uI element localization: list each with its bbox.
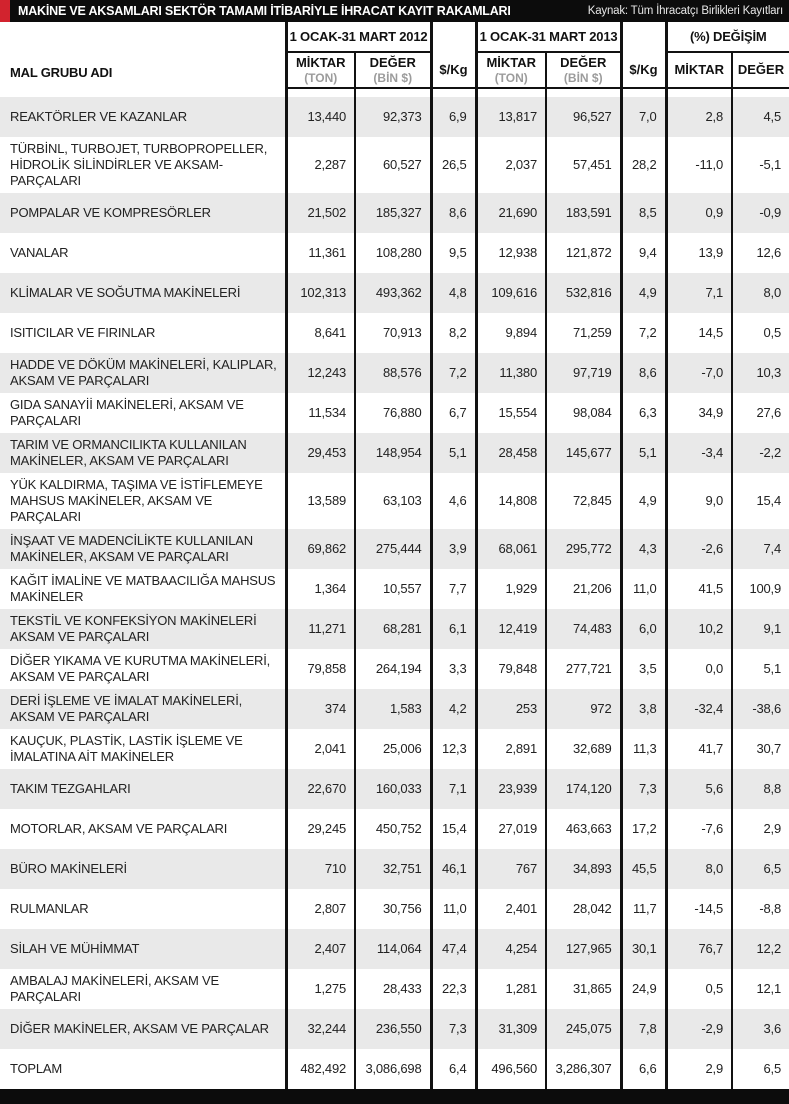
value-cell: 767 <box>476 849 546 889</box>
value-unit-label: (BİN $) <box>373 70 413 85</box>
value-cell: -11,0 <box>666 137 732 193</box>
value-cell: 710 <box>286 849 355 889</box>
value-cell: 63,103 <box>355 473 431 529</box>
table-row <box>0 193 789 233</box>
value-cell: -3,4 <box>666 433 732 473</box>
value-cell: 972 <box>546 689 621 729</box>
value-cell: 27,019 <box>476 809 546 849</box>
value-cell: 30,756 <box>355 889 431 929</box>
value-cell: -0,9 <box>732 193 789 233</box>
value-cell: 11,0 <box>431 889 476 929</box>
value-cell: 7,3 <box>621 769 666 809</box>
table-row <box>0 393 789 433</box>
value-cell: 2,9 <box>732 809 789 849</box>
product-name-cell: DİĞER YIKAMA VE KURUTMA MAKİNELERİ, AKSAM VE PARÇALARI <box>10 653 271 684</box>
value-cell: 8,0 <box>666 849 732 889</box>
value-cell: 34,893 <box>546 849 621 889</box>
table-row <box>0 969 789 1009</box>
value-cell: 31,865 <box>546 969 621 1009</box>
value-cell: 24,9 <box>621 969 666 1009</box>
value-cell: 0,9 <box>666 193 732 233</box>
value-cell: 69,862 <box>286 529 355 569</box>
value-cell: 4,254 <box>476 929 546 969</box>
table-row <box>0 233 789 273</box>
column-header-qty-2012 <box>286 52 355 88</box>
value-cell: 28,458 <box>476 433 546 473</box>
value-cell: 9,5 <box>431 233 476 273</box>
value-cell: 2,8 <box>666 97 732 137</box>
value-cell: 1,929 <box>476 569 546 609</box>
column-group-2012: 1 OCAK-31 MART 2012 <box>286 22 431 52</box>
value-cell: 4,5 <box>732 97 789 137</box>
table-row <box>0 929 789 969</box>
value-cell: 29,453 <box>286 433 355 473</box>
value-cell: 13,589 <box>286 473 355 529</box>
value-cell: 7,7 <box>431 569 476 609</box>
value-cell: 9,0 <box>666 473 732 529</box>
value-cell: 275,444 <box>355 529 431 569</box>
value-cell: 32,689 <box>546 729 621 769</box>
value-cell: -5,1 <box>732 137 789 193</box>
value-cell: 0,5 <box>732 313 789 353</box>
product-name-cell: RULMANLAR <box>10 901 89 916</box>
value-cell: 2,891 <box>476 729 546 769</box>
value-cell: 8,8 <box>732 769 789 809</box>
value-cell: 13,817 <box>476 97 546 137</box>
value-cell: 3,286,307 <box>546 1049 621 1089</box>
product-name-cell: AMBALAJ MAKİNELERİ, AKSAM VE PARÇALARI <box>10 973 219 1004</box>
value-cell: 15,554 <box>476 393 546 433</box>
table-row <box>0 689 789 729</box>
value-cell: 4,3 <box>621 529 666 569</box>
product-name-cell: DERİ İŞLEME VE İMALAT MAKİNELERİ, AKSAM VE PARÇALARI <box>10 693 243 724</box>
value-cell: 109,616 <box>476 273 546 313</box>
value-cell: 57,451 <box>546 137 621 193</box>
value-cell: 76,880 <box>355 393 431 433</box>
product-name-cell: SİLAH VE MÜHİMMAT <box>10 941 140 956</box>
value-cell: 102,313 <box>286 273 355 313</box>
value-cell: 374 <box>286 689 355 729</box>
value-cell: 6,3 <box>621 393 666 433</box>
value-cell: -2,6 <box>666 529 732 569</box>
red-accent-bar <box>0 0 10 22</box>
value-cell: 11,3 <box>621 729 666 769</box>
header-spacer <box>0 88 789 97</box>
value-cell: 68,061 <box>476 529 546 569</box>
value-cell: 1,364 <box>286 569 355 609</box>
value-cell: 41,7 <box>666 729 732 769</box>
value-cell: 4,2 <box>431 689 476 729</box>
value-cell: 145,677 <box>546 433 621 473</box>
value-cell: 45,5 <box>621 849 666 889</box>
value-cell: 3,6 <box>732 1009 789 1049</box>
value-cell: 7,1 <box>666 273 732 313</box>
value-cell: 47,4 <box>431 929 476 969</box>
value-cell: 79,858 <box>286 649 355 689</box>
table-row <box>0 1009 789 1049</box>
value-cell: 5,6 <box>666 769 732 809</box>
value-cell: 463,663 <box>546 809 621 849</box>
value-cell: 12,1 <box>732 969 789 1009</box>
value-cell: 236,550 <box>355 1009 431 1049</box>
table-row <box>0 273 789 313</box>
value-cell: 12,243 <box>286 353 355 393</box>
value-cell: 17,2 <box>621 809 666 849</box>
value-cell: 253 <box>476 689 546 729</box>
value-cell: 12,3 <box>431 729 476 769</box>
product-name-cell: MOTORLAR, AKSAM VE PARÇALARI <box>10 821 228 836</box>
value-cell: 160,033 <box>355 769 431 809</box>
table-row <box>0 769 789 809</box>
value-cell: 21,690 <box>476 193 546 233</box>
value-cell: 6,6 <box>621 1049 666 1089</box>
value-cell: -14,5 <box>666 889 732 929</box>
value-cell: 14,5 <box>666 313 732 353</box>
value-cell: 9,894 <box>476 313 546 353</box>
value-cell: 532,816 <box>546 273 621 313</box>
value-cell: 32,244 <box>286 1009 355 1049</box>
product-name-cell: HADDE VE DÖKÜM MAKİNELERİ, KALIPLAR, AKSAM VE PARÇALARI <box>10 357 277 388</box>
value-cell: 14,808 <box>476 473 546 529</box>
value-cell: 496,560 <box>476 1049 546 1089</box>
value-cell: 108,280 <box>355 233 431 273</box>
source-note: Kaynak: Tüm İhracatçı Birlikleri Kayıtları <box>587 5 783 17</box>
value-cell: 6,1 <box>431 609 476 649</box>
value-cell: 46,1 <box>431 849 476 889</box>
value-label: DEĞER <box>560 54 607 70</box>
table-row <box>0 529 789 569</box>
value-cell: 70,913 <box>355 313 431 353</box>
value-cell: -32,4 <box>666 689 732 729</box>
value-cell: 13,440 <box>286 97 355 137</box>
table-row <box>0 313 789 353</box>
value-cell: 493,362 <box>355 273 431 313</box>
value-cell: 6,7 <box>431 393 476 433</box>
value-cell: 8,641 <box>286 313 355 353</box>
value-cell: 34,9 <box>666 393 732 433</box>
value-cell: 8,2 <box>431 313 476 353</box>
page-title: MAKİNE VE AKSAMLARI SEKTÖR TAMAMI İTİBARİYLE İHRACAT KAYIT RAKAMLARI <box>18 4 511 18</box>
value-cell: 28,433 <box>355 969 431 1009</box>
value-cell: 127,965 <box>546 929 621 969</box>
value-cell: 74,483 <box>546 609 621 649</box>
product-name-cell: ISITICILAR VE FIRINLAR <box>10 325 156 340</box>
product-name-cell: POMPALAR VE KOMPRESÖRLER <box>10 205 211 220</box>
value-cell: 31,309 <box>476 1009 546 1049</box>
value-cell: 12,6 <box>732 233 789 273</box>
value-cell: 11,271 <box>286 609 355 649</box>
value-cell: 21,502 <box>286 193 355 233</box>
value-cell: 3,9 <box>431 529 476 569</box>
value-label: DEĞER <box>369 54 416 70</box>
value-cell: 15,4 <box>732 473 789 529</box>
column-header-product-name: MAL GRUBU ADI <box>0 22 286 88</box>
value-cell: 10,3 <box>732 353 789 393</box>
product-name-cell: BÜRO MAKİNELERİ <box>10 861 127 876</box>
value-cell: 7,0 <box>621 97 666 137</box>
value-cell: 7,4 <box>732 529 789 569</box>
value-cell: 7,1 <box>431 769 476 809</box>
value-cell: 277,721 <box>546 649 621 689</box>
product-name-cell: GIDA SANAYİİ MAKİNELERİ, AKSAM VE PARÇALARI <box>10 397 244 428</box>
value-cell: 79,848 <box>476 649 546 689</box>
value-cell: 4,9 <box>621 473 666 529</box>
value-cell: 28,042 <box>546 889 621 929</box>
value-cell: 6,5 <box>732 1049 789 1089</box>
column-header-perkg-2013: $/Kg <box>621 22 666 88</box>
value-cell: 22,3 <box>431 969 476 1009</box>
product-name-cell: DİĞER MAKİNELER, AKSAM VE PARÇALAR <box>10 1021 269 1036</box>
value-cell: 121,872 <box>546 233 621 273</box>
value-cell: 7,2 <box>621 313 666 353</box>
table-row <box>0 97 789 137</box>
value-cell: 12,938 <box>476 233 546 273</box>
table-row <box>0 137 789 193</box>
product-name-cell: KAĞIT İMALİNE VE MATBAACILIĞA MAHSUS MAKİNELER <box>10 573 276 604</box>
value-cell: -2,9 <box>666 1009 732 1049</box>
value-cell: 10,2 <box>666 609 732 649</box>
value-cell: 23,939 <box>476 769 546 809</box>
value-cell: 0,5 <box>666 969 732 1009</box>
table-row <box>0 353 789 393</box>
value-cell: 29,245 <box>286 809 355 849</box>
table-row <box>0 729 789 769</box>
value-cell: -7,6 <box>666 809 732 849</box>
value-cell: 185,327 <box>355 193 431 233</box>
value-cell: 11,7 <box>621 889 666 929</box>
product-name-cell: TOPLAM <box>10 1061 63 1076</box>
qty-label: MİKTAR <box>486 54 537 70</box>
total-row <box>0 1049 789 1089</box>
table-row <box>0 473 789 529</box>
value-cell: 4,8 <box>431 273 476 313</box>
value-cell: 27,6 <box>732 393 789 433</box>
column-group-change: (%) DEĞİŞİM <box>666 22 789 52</box>
value-cell: 5,1 <box>732 649 789 689</box>
value-cell: 5,1 <box>431 433 476 473</box>
value-cell: 68,281 <box>355 609 431 649</box>
value-cell: 1,275 <box>286 969 355 1009</box>
value-cell: 32,751 <box>355 849 431 889</box>
value-cell: 450,752 <box>355 809 431 849</box>
column-header-value-2012 <box>355 52 431 88</box>
value-cell: 7,3 <box>431 1009 476 1049</box>
product-name-cell: REAKTÖRLER VE KAZANLAR <box>10 109 187 124</box>
table-row <box>0 889 789 929</box>
value-cell: 4,9 <box>621 273 666 313</box>
value-cell: 1,281 <box>476 969 546 1009</box>
value-cell: 4,6 <box>431 473 476 529</box>
value-cell: 12,2 <box>732 929 789 969</box>
value-cell: 13,9 <box>666 233 732 273</box>
value-cell: 25,006 <box>355 729 431 769</box>
qty-unit-label: (TON) <box>304 70 338 85</box>
table-row <box>0 649 789 689</box>
table-header <box>0 22 789 97</box>
value-cell: 2,401 <box>476 889 546 929</box>
column-header-qty-2013 <box>476 52 546 88</box>
value-cell: 72,845 <box>546 473 621 529</box>
value-cell: 264,194 <box>355 649 431 689</box>
product-name-cell: TÜRBİNL, TURBOJET, TURBOPROPELLER, HİDROLİK SİLİNDİRLER VE AKSAM-PARÇALARI <box>10 141 268 188</box>
value-cell: 8,5 <box>621 193 666 233</box>
qty-label: MİKTAR <box>295 54 346 70</box>
value-cell: 2,807 <box>286 889 355 929</box>
value-cell: 6,9 <box>431 97 476 137</box>
value-cell: 295,772 <box>546 529 621 569</box>
product-name-cell: İNŞAAT VE MADENCİLİKTE KULLANILAN MAKİNELER, AKSAM VE PARÇALARI <box>10 533 253 564</box>
table-row <box>0 433 789 473</box>
column-header-value-2013 <box>546 52 621 88</box>
value-cell: 3,8 <box>621 689 666 729</box>
bottom-bar <box>0 1089 789 1104</box>
table-row <box>0 609 789 649</box>
value-cell: 8,0 <box>732 273 789 313</box>
value-cell: 1,583 <box>355 689 431 729</box>
value-cell: 245,075 <box>546 1009 621 1049</box>
column-group-2013: 1 OCAK-31 MART 2013 <box>476 22 621 52</box>
value-cell: 183,591 <box>546 193 621 233</box>
value-cell: 100,9 <box>732 569 789 609</box>
value-cell: 10,557 <box>355 569 431 609</box>
value-cell: 2,407 <box>286 929 355 969</box>
value-cell: 2,9 <box>666 1049 732 1089</box>
value-cell: 71,259 <box>546 313 621 353</box>
column-header-change-qty: MİKTAR <box>666 52 732 88</box>
value-cell: 174,120 <box>546 769 621 809</box>
value-cell: 482,492 <box>286 1049 355 1089</box>
value-unit-label: (BİN $) <box>563 70 603 85</box>
value-cell: -2,2 <box>732 433 789 473</box>
value-cell: -8,8 <box>732 889 789 929</box>
table-row <box>0 569 789 609</box>
value-cell: 11,380 <box>476 353 546 393</box>
value-cell: 26,5 <box>431 137 476 193</box>
table-row <box>0 849 789 889</box>
value-cell: 11,361 <box>286 233 355 273</box>
product-name-cell: TEKSTİL VE KONFEKSİYON MAKİNELERİ AKSAM VE PARÇALARI <box>10 613 257 644</box>
value-cell: 2,037 <box>476 137 546 193</box>
value-cell: 5,1 <box>621 433 666 473</box>
value-cell: 114,064 <box>355 929 431 969</box>
value-cell: -7,0 <box>666 353 732 393</box>
value-cell: 6,5 <box>732 849 789 889</box>
value-cell: 6,0 <box>621 609 666 649</box>
product-name-cell: VANALAR <box>10 245 69 260</box>
value-cell: 15,4 <box>431 809 476 849</box>
value-cell: 0,0 <box>666 649 732 689</box>
column-header-change-value: DEĞER <box>732 52 789 88</box>
value-cell: 148,954 <box>355 433 431 473</box>
value-cell: 21,206 <box>546 569 621 609</box>
value-cell: 30,7 <box>732 729 789 769</box>
value-cell: 3,086,698 <box>355 1049 431 1089</box>
value-cell: 92,373 <box>355 97 431 137</box>
column-header-perkg-2012: $/Kg <box>431 22 476 88</box>
product-name-cell: TARIM VE ORMANCILIKTA KULLANILAN MAKİNELER, AKSAM VE PARÇALARI <box>10 437 247 468</box>
value-cell: 11,534 <box>286 393 355 433</box>
product-name-cell: YÜK KALDIRMA, TAŞIMA VE İSTİFLEMEYE MAHSUS MAKİNELER, AKSAM VE PARÇALARI <box>10 477 263 524</box>
value-cell: 76,7 <box>666 929 732 969</box>
product-name-cell: KAUÇUK, PLASTİK, LASTİK İŞLEME VE İMALATINA AİT MAKİNELER <box>10 733 243 764</box>
value-cell: 7,8 <box>621 1009 666 1049</box>
export-data-table <box>0 22 789 1089</box>
value-cell: 9,1 <box>732 609 789 649</box>
value-cell: 41,5 <box>666 569 732 609</box>
value-cell: 97,719 <box>546 353 621 393</box>
value-cell: 60,527 <box>355 137 431 193</box>
value-cell: 9,4 <box>621 233 666 273</box>
value-cell: 98,084 <box>546 393 621 433</box>
value-cell: 12,419 <box>476 609 546 649</box>
table-body <box>0 97 789 1089</box>
value-cell: 11,0 <box>621 569 666 609</box>
value-cell: 8,6 <box>431 193 476 233</box>
table-row <box>0 809 789 849</box>
value-cell: 8,6 <box>621 353 666 393</box>
value-cell: 2,041 <box>286 729 355 769</box>
value-cell: 88,576 <box>355 353 431 393</box>
product-name-cell: KLİMALAR VE SOĞUTMA MAKİNELERİ <box>10 285 241 300</box>
value-cell: 3,3 <box>431 649 476 689</box>
title-bar <box>0 0 789 22</box>
qty-unit-label: (TON) <box>494 70 528 85</box>
product-name-cell: TAKIM TEZGAHLARI <box>10 781 131 796</box>
value-cell: 30,1 <box>621 929 666 969</box>
value-cell: 28,2 <box>621 137 666 193</box>
value-cell: 22,670 <box>286 769 355 809</box>
value-cell: 6,4 <box>431 1049 476 1089</box>
value-cell: 96,527 <box>546 97 621 137</box>
value-cell: -38,6 <box>732 689 789 729</box>
value-cell: 2,287 <box>286 137 355 193</box>
value-cell: 3,5 <box>621 649 666 689</box>
value-cell: 7,2 <box>431 353 476 393</box>
